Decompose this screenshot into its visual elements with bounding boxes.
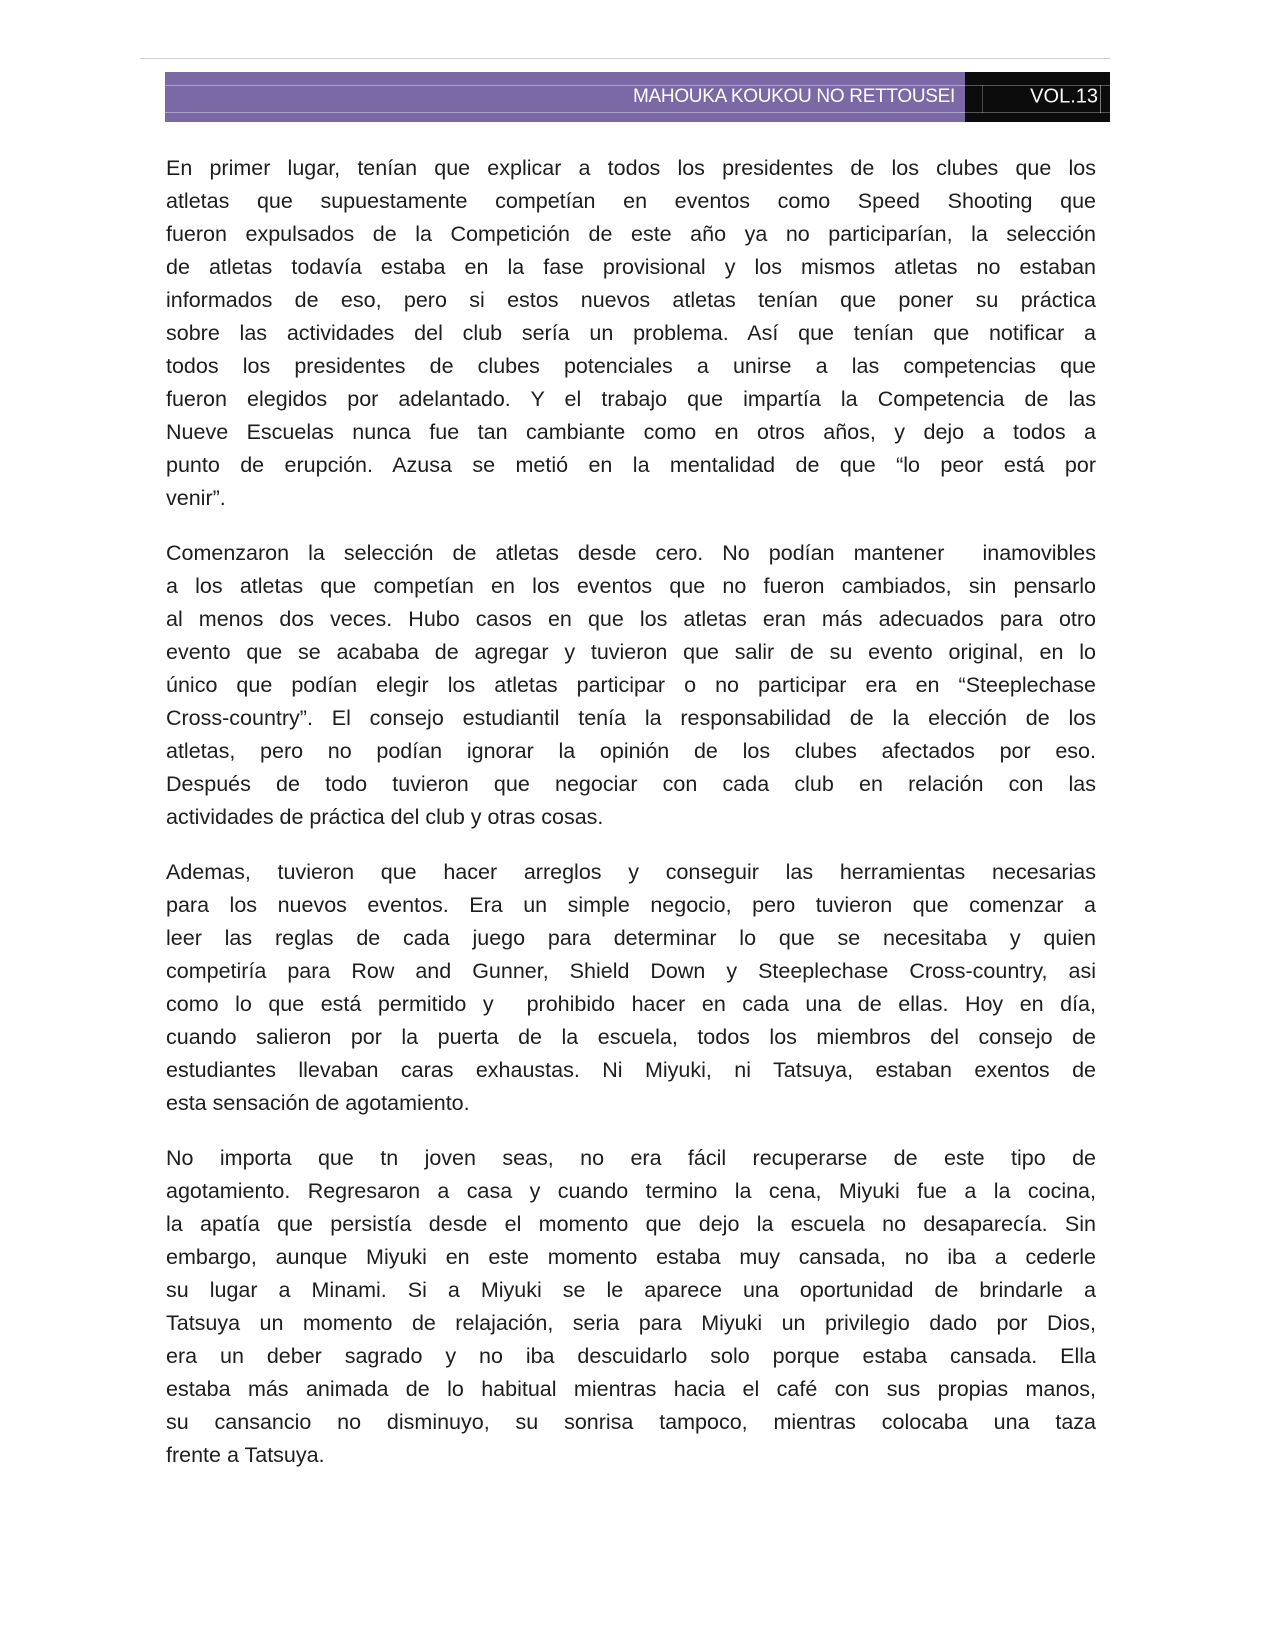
volume-number: VOL.13 xyxy=(1030,85,1098,108)
text-line: agotamiento. Regresaron a casa y cuando termino la cena, Miyuki fue a la cocina, xyxy=(166,1179,1096,1203)
text-line: fueron expulsados de la Competición de este año ya no participarían, la selección xyxy=(166,222,1096,246)
text-line: al menos dos veces. Hubo casos en que los atletas eran más adecuados para otro xyxy=(166,607,1096,631)
text-line: competiría para Row and Gunner, Shield Down y Steeplechase Cross-country, asi xyxy=(166,959,1096,983)
text-line: la apatía que persistía desde el momento que dejo la escuela no desaparecía. Sin xyxy=(166,1212,1096,1236)
text-line: de atletas todavía estaba en la fase provisional y los mismos atletas no estaban xyxy=(166,255,1096,279)
text-line: leer las reglas de cada juego para determinar lo que se necesitaba y quien xyxy=(166,926,1096,950)
text-line: fueron elegidos por adelantado. Y el trabajo que impartía la Competencia de las xyxy=(166,387,1096,411)
text-line: No importa que tn joven seas, no era fácil recuperarse de este tipo de xyxy=(166,1146,1096,1170)
paragraph xyxy=(166,1142,1096,1472)
text-line: evento que se acababa de agregar y tuvieron que salir de su evento original, en lo xyxy=(166,640,1096,664)
text-line: Cross-country”. El consejo estudiantil tenía la responsabilidad de la elección de los xyxy=(166,706,1096,730)
text-line: a los atletas que competían en los eventos que no fueron cambiados, sin pensarlo xyxy=(166,574,1096,598)
paragraph xyxy=(166,856,1096,1120)
text-line: Después de todo tuvieron que negociar con cada club en relación con las xyxy=(166,772,1096,796)
text-line: Nueve Escuelas nunca fue tan cambiante como en otros años, y dejo a todos a xyxy=(166,420,1096,444)
text-line: para los nuevos eventos. Era un simple negocio, pero tuvieron que comenzar a xyxy=(166,893,1096,917)
text-line: esta sensación de agotamiento. xyxy=(166,1091,470,1115)
text-line: su cansancio no disminuyo, su sonrisa tampoco, mientras colocaba una taza xyxy=(166,1410,1096,1434)
text-line: sobre las actividades del club sería un problema. Así que tenían que notificar a xyxy=(166,321,1096,345)
text-line: estudiantes llevaban caras exhaustas. Ni Miyuki, ni Tatsuya, estaban exentos de xyxy=(166,1058,1096,1082)
text-line: venir”. xyxy=(166,486,226,510)
text-line: único que podían elegir los atletas participar o no participar era en “Steeplechase xyxy=(166,673,1096,697)
header-inner-border-bottom xyxy=(165,112,965,113)
volume-badge xyxy=(965,72,1110,122)
text-line: estaba más animada de lo habitual mientras hacia el café con sus propias manos, xyxy=(166,1377,1096,1401)
page-header xyxy=(165,72,1110,122)
text-line: atletas que supuestamente competían en eventos como Speed Shooting que xyxy=(166,189,1096,213)
text-line: atletas, pero no podían ignorar la opinión de los clubes afectados por eso. xyxy=(166,739,1096,763)
text-line: su lugar a Minami. Si a Miyuki se le aparece una oportunidad de brindarle a xyxy=(166,1278,1096,1302)
text-line: Ademas, tuvieron que hacer arreglos y conseguir las herramientas necesarias xyxy=(166,860,1096,884)
text-line: En primer lugar, tenían que explicar a todos los presidentes de los clubes que los xyxy=(166,156,1096,180)
header-top-rule xyxy=(140,58,1110,59)
text-line: como lo que está permitido y prohibido hacer en cada una de ellas. Hoy en día, xyxy=(166,992,1096,1016)
volume-inner-border-right xyxy=(1100,85,1101,113)
text-line: embargo, aunque Miyuki en este momento estaba muy cansada, no iba a cederle xyxy=(166,1245,1096,1269)
text-line: actividades de práctica del club y otras cosas. xyxy=(166,805,604,829)
text-line: Comenzaron la selección de atletas desde cero. No podían mantener inamovibles xyxy=(166,541,1096,565)
document-body xyxy=(166,152,1096,1494)
volume-inner-border-bottom xyxy=(965,112,1110,113)
text-line: frente a Tatsuya. xyxy=(166,1443,325,1467)
text-line: cuando salieron por la puerta de la escuela, todos los miembros del consejo de xyxy=(166,1025,1096,1049)
paragraph xyxy=(166,152,1096,515)
paragraph xyxy=(166,537,1096,834)
volume-inner-border-left xyxy=(982,85,983,113)
text-line: era un deber sagrado y no iba descuidarlo solo porque estaba cansada. Ella xyxy=(166,1344,1096,1368)
header-title-cell xyxy=(165,72,965,122)
text-line: todos los presidentes de clubes potenciales a unirse a las competencias que xyxy=(166,354,1096,378)
text-line: punto de erupción. Azusa se metió en la mentalidad de que “lo peor está por xyxy=(166,453,1096,477)
text-line: informados de eso, pero si estos nuevos atletas tenían que poner su práctica xyxy=(166,288,1096,312)
book-title: MAHOUKA KOUKOU NO RETTOUSEI xyxy=(633,86,955,107)
text-line: Tatsuya un momento de relajación, seria para Miyuki un privilegio dado por Dios, xyxy=(166,1311,1096,1335)
